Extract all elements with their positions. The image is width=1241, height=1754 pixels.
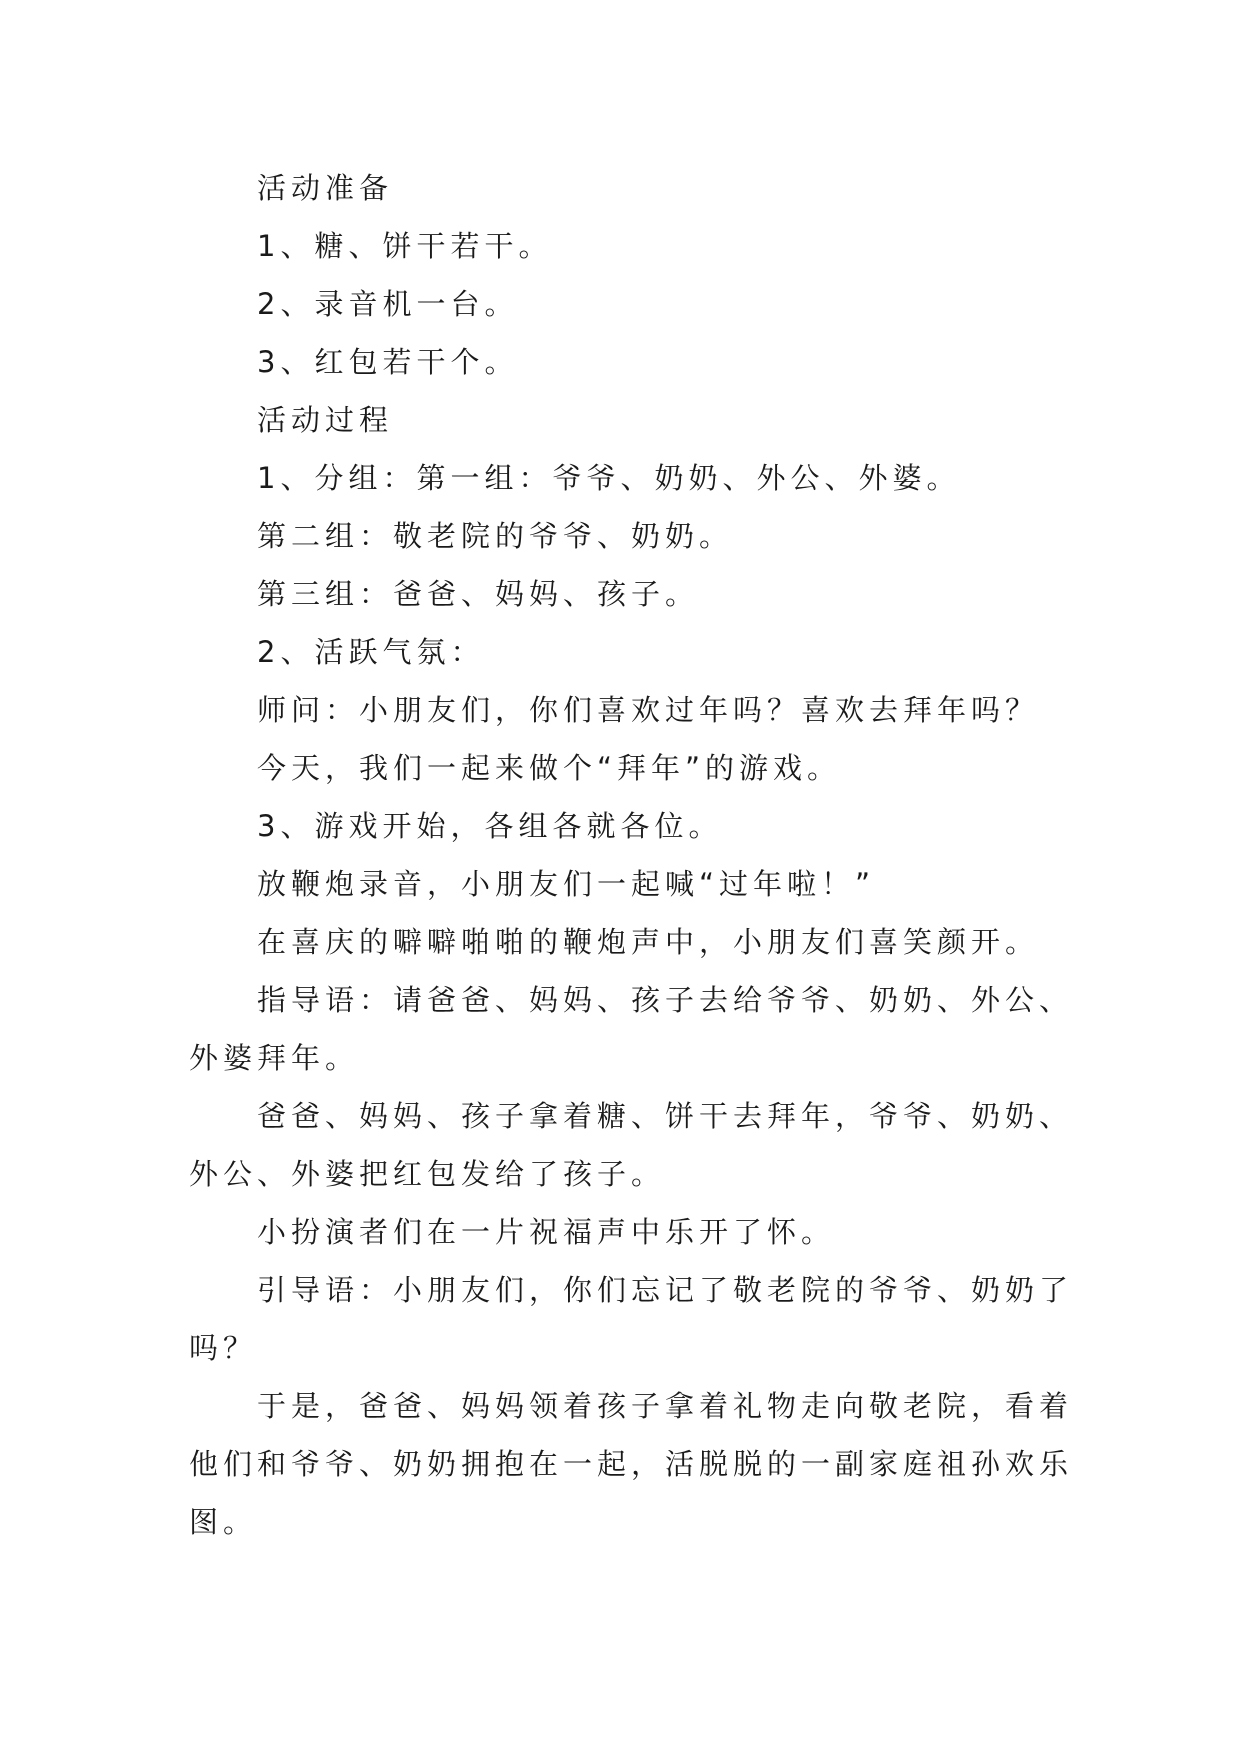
paragraph: 3、游戏开始，各组各就各位。 (257, 809, 723, 843)
section-heading-preparation: 活动准备 (257, 171, 394, 205)
paragraph: 爸爸、妈妈、孩子拿着糖、饼干去拜年，爷爷、奶奶、外公、外婆把红包发给了孩子。 (189, 1099, 1074, 1191)
list-item: 1、糖、饼干若干。 (257, 229, 553, 263)
paragraph: 第三组：爸爸、妈妈、孩子。 (257, 577, 700, 611)
paragraph: 于是，爸爸、妈妈领着孩子拿着礼物走向敬老院，看着他们和爷爷、奶奶拥抱在一起，活脱脱的一副家庭祖孙欢乐图。 (189, 1389, 1074, 1539)
paragraph: 今天，我们一起来做个“拜年”的游戏。 (257, 751, 842, 785)
paragraph: 师问：小朋友们，你们喜欢过年吗？喜欢去拜年吗？ (257, 693, 1040, 727)
list-item: 2、录音机一台。 (257, 287, 519, 321)
paragraph: 第二组：敬老院的爷爷、奶奶。 (257, 519, 734, 553)
paragraph: 在喜庆的噼噼啪啪的鞭炮声中，小朋友们喜笑颜开。 (257, 925, 1040, 959)
paragraph: 指导语：请爸爸、妈妈、孩子去给爷爷、奶奶、外公、外婆拜年。 (189, 983, 1074, 1075)
paragraph: 小扮演者们在一片祝福声中乐开了怀。 (257, 1215, 836, 1249)
list-item: 3、红包若干个。 (257, 345, 519, 379)
paragraph: 2、活跃气氛： (257, 635, 485, 669)
section-heading-process: 活动过程 (257, 403, 394, 437)
document-body (189, 159, 1079, 1551)
paragraph: 放鞭炮录音，小朋友们一起喊“过年啦！” (257, 867, 876, 901)
paragraph: 引导语：小朋友们，你们忘记了敬老院的爷爷、奶奶了吗？ (189, 1273, 1074, 1365)
paragraph: 1、分组：第一组：爷爷、奶奶、外公、外婆。 (257, 461, 961, 495)
